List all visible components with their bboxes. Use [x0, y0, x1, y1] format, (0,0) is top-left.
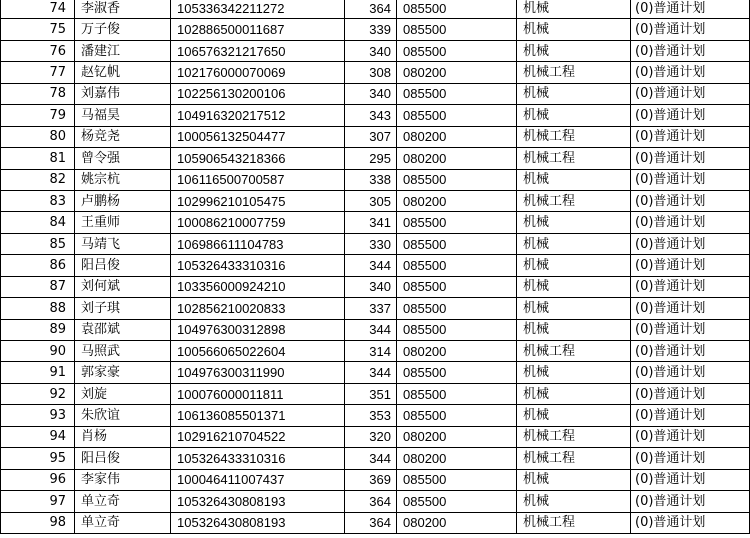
table-row	[1, 83, 750, 104]
row-number: 83	[1, 190, 75, 211]
major-name: 机械工程	[517, 148, 631, 169]
row-number: 76	[1, 40, 75, 61]
plan-type: (0)普通计划	[631, 276, 750, 297]
major-code: 085500	[397, 0, 517, 19]
plan-type: (0)普通计划	[631, 319, 750, 340]
row-number: 79	[1, 105, 75, 126]
plan-type: (0)普通计划	[631, 190, 750, 211]
plan-type: (0)普通计划	[631, 405, 750, 426]
table-row	[1, 276, 750, 297]
candidate-name: 杨竞尧	[75, 126, 171, 147]
total-score: 340	[345, 40, 397, 61]
row-number: 84	[1, 212, 75, 233]
major-code: 085500	[397, 19, 517, 40]
exam-id: 102916210704522	[171, 426, 345, 447]
table-row	[1, 469, 750, 490]
major-code: 085500	[397, 212, 517, 233]
table-body	[1, 0, 750, 533]
major-code: 080200	[397, 512, 517, 533]
exam-id: 100076000011811	[171, 383, 345, 404]
major-name: 机械	[517, 255, 631, 276]
major-code: 085500	[397, 40, 517, 61]
candidate-name: 朱欣谊	[75, 405, 171, 426]
major-code: 085500	[397, 105, 517, 126]
table-row	[1, 62, 750, 83]
table-row	[1, 190, 750, 211]
major-name: 机械	[517, 276, 631, 297]
row-number: 97	[1, 491, 75, 512]
major-name: 机械	[517, 19, 631, 40]
candidate-name: 马照武	[75, 341, 171, 362]
table-row	[1, 426, 750, 447]
exam-id: 105906543218366	[171, 148, 345, 169]
major-name: 机械	[517, 362, 631, 383]
exam-id: 106136085501371	[171, 405, 345, 426]
row-number: 82	[1, 169, 75, 190]
plan-type: (0)普通计划	[631, 298, 750, 319]
candidate-name: 郭家豪	[75, 362, 171, 383]
plan-type: (0)普通计划	[631, 255, 750, 276]
exam-id: 102886500011687	[171, 19, 345, 40]
row-number: 91	[1, 362, 75, 383]
row-number: 93	[1, 405, 75, 426]
major-name: 机械工程	[517, 426, 631, 447]
candidate-name: 王重师	[75, 212, 171, 233]
table-row	[1, 405, 750, 426]
major-name: 机械工程	[517, 190, 631, 211]
plan-type: (0)普通计划	[631, 19, 750, 40]
exam-id: 100566065022604	[171, 341, 345, 362]
total-score: 340	[345, 276, 397, 297]
plan-type: (0)普通计划	[631, 148, 750, 169]
table-row	[1, 169, 750, 190]
total-score: 344	[345, 362, 397, 383]
table-row	[1, 255, 750, 276]
total-score: 320	[345, 426, 397, 447]
plan-type: (0)普通计划	[631, 383, 750, 404]
major-name: 机械工程	[517, 126, 631, 147]
candidate-name: 李家伟	[75, 469, 171, 490]
plan-type: (0)普通计划	[631, 491, 750, 512]
exam-id: 100046411007437	[171, 469, 345, 490]
total-score: 340	[345, 83, 397, 104]
exam-id: 105326430808193	[171, 491, 345, 512]
major-code: 085500	[397, 319, 517, 340]
row-number: 75	[1, 19, 75, 40]
candidate-name: 马靖飞	[75, 233, 171, 254]
major-code: 085500	[397, 255, 517, 276]
total-score: 344	[345, 255, 397, 276]
exam-id: 105326430808193	[171, 512, 345, 533]
plan-type: (0)普通计划	[631, 233, 750, 254]
row-number: 88	[1, 298, 75, 319]
total-score: 308	[345, 62, 397, 83]
major-name: 机械	[517, 212, 631, 233]
table-row	[1, 448, 750, 469]
candidate-name: 刘何斌	[75, 276, 171, 297]
row-number: 89	[1, 319, 75, 340]
major-name: 机械工程	[517, 512, 631, 533]
major-code: 085500	[397, 169, 517, 190]
exam-id: 100086210007759	[171, 212, 345, 233]
total-score: 307	[345, 126, 397, 147]
candidate-name: 姚宗杭	[75, 169, 171, 190]
major-name: 机械	[517, 40, 631, 61]
candidate-name: 袁邵斌	[75, 319, 171, 340]
table-row	[1, 148, 750, 169]
total-score: 364	[345, 512, 397, 533]
plan-type: (0)普通计划	[631, 212, 750, 233]
table-row	[1, 383, 750, 404]
candidate-name: 马福昊	[75, 105, 171, 126]
plan-type: (0)普通计划	[631, 83, 750, 104]
candidate-name: 李淑香	[75, 0, 171, 19]
candidate-name: 万子俊	[75, 19, 171, 40]
total-score: 305	[345, 190, 397, 211]
major-code: 080200	[397, 190, 517, 211]
total-score: 351	[345, 383, 397, 404]
major-code: 085500	[397, 298, 517, 319]
exam-id: 102996210105475	[171, 190, 345, 211]
major-code: 080200	[397, 126, 517, 147]
major-code: 085500	[397, 405, 517, 426]
exam-id: 102856210020833	[171, 298, 345, 319]
candidate-name: 卢鹏杨	[75, 190, 171, 211]
row-number: 78	[1, 83, 75, 104]
major-name: 机械	[517, 169, 631, 190]
row-number: 94	[1, 426, 75, 447]
plan-type: (0)普通计划	[631, 62, 750, 83]
plan-type: (0)普通计划	[631, 40, 750, 61]
table-row	[1, 212, 750, 233]
exam-id: 102256130200106	[171, 83, 345, 104]
total-score: 344	[345, 448, 397, 469]
major-name: 机械	[517, 233, 631, 254]
total-score: 341	[345, 212, 397, 233]
table-row	[1, 341, 750, 362]
major-code: 085500	[397, 233, 517, 254]
major-code: 085500	[397, 383, 517, 404]
row-number: 87	[1, 276, 75, 297]
exam-id: 104916320217512	[171, 105, 345, 126]
table-row	[1, 105, 750, 126]
total-score: 343	[345, 105, 397, 126]
candidate-name: 潘建江	[75, 40, 171, 61]
major-name: 机械	[517, 383, 631, 404]
plan-type: (0)普通计划	[631, 469, 750, 490]
exam-id: 104976300312898	[171, 319, 345, 340]
exam-id: 105326433310316	[171, 255, 345, 276]
row-number: 96	[1, 469, 75, 490]
major-code: 085500	[397, 276, 517, 297]
major-code: 080200	[397, 148, 517, 169]
major-code: 080200	[397, 448, 517, 469]
exam-id: 106986611104783	[171, 233, 345, 254]
major-name: 机械	[517, 319, 631, 340]
plan-type: (0)普通计划	[631, 448, 750, 469]
plan-type: (0)普通计划	[631, 426, 750, 447]
row-number: 86	[1, 255, 75, 276]
candidate-name: 赵钇帆	[75, 62, 171, 83]
exam-id: 105326433310316	[171, 448, 345, 469]
total-score: 339	[345, 19, 397, 40]
plan-type: (0)普通计划	[631, 362, 750, 383]
row-number: 98	[1, 512, 75, 533]
table-row	[1, 40, 750, 61]
candidate-name: 肖杨	[75, 426, 171, 447]
total-score: 337	[345, 298, 397, 319]
candidate-name: 单立奇	[75, 491, 171, 512]
candidate-name: 阳吕俊	[75, 448, 171, 469]
major-name: 机械	[517, 83, 631, 104]
table-row	[1, 491, 750, 512]
major-name: 机械	[517, 469, 631, 490]
major-code: 085500	[397, 491, 517, 512]
plan-type: (0)普通计划	[631, 105, 750, 126]
candidate-name: 刘旋	[75, 383, 171, 404]
major-code: 085500	[397, 83, 517, 104]
table-row	[1, 298, 750, 319]
major-name: 机械工程	[517, 341, 631, 362]
plan-type: (0)普通计划	[631, 341, 750, 362]
major-name: 机械	[517, 298, 631, 319]
major-code: 080200	[397, 62, 517, 83]
table-row	[1, 233, 750, 254]
major-code: 085500	[397, 362, 517, 383]
total-score: 295	[345, 148, 397, 169]
plan-type: (0)普通计划	[631, 169, 750, 190]
candidate-name: 单立奇	[75, 512, 171, 533]
major-code: 080200	[397, 341, 517, 362]
row-number: 77	[1, 62, 75, 83]
table-row	[1, 362, 750, 383]
plan-type: (0)普通计划	[631, 512, 750, 533]
exam-id: 100056132504477	[171, 126, 345, 147]
row-number: 74	[1, 0, 75, 19]
major-name: 机械	[517, 105, 631, 126]
total-score: 314	[345, 341, 397, 362]
row-number: 92	[1, 383, 75, 404]
exam-id: 104976300311990	[171, 362, 345, 383]
table-row	[1, 319, 750, 340]
table-row	[1, 0, 750, 19]
total-score: 369	[345, 469, 397, 490]
exam-id: 105336342211272	[171, 0, 345, 19]
exam-id: 106576321217650	[171, 40, 345, 61]
total-score: 338	[345, 169, 397, 190]
total-score: 353	[345, 405, 397, 426]
row-number: 85	[1, 233, 75, 254]
candidate-name: 刘嘉伟	[75, 83, 171, 104]
plan-type: (0)普通计划	[631, 126, 750, 147]
total-score: 364	[345, 491, 397, 512]
major-name: 机械工程	[517, 62, 631, 83]
row-number: 90	[1, 341, 75, 362]
major-name: 机械工程	[517, 448, 631, 469]
exam-id: 106116500700587	[171, 169, 345, 190]
plan-type: (0)普通计划	[631, 0, 750, 19]
table-row	[1, 19, 750, 40]
row-number: 80	[1, 126, 75, 147]
row-number: 95	[1, 448, 75, 469]
table-row	[1, 512, 750, 533]
candidate-name: 阳吕俊	[75, 255, 171, 276]
major-code: 080200	[397, 426, 517, 447]
major-code: 085500	[397, 469, 517, 490]
major-name: 机械	[517, 491, 631, 512]
major-name: 机械	[517, 405, 631, 426]
table-row	[1, 126, 750, 147]
exam-id: 102176000070069	[171, 62, 345, 83]
candidate-name: 曾令强	[75, 148, 171, 169]
major-name: 机械	[517, 0, 631, 19]
total-score: 364	[345, 0, 397, 19]
total-score: 330	[345, 233, 397, 254]
total-score: 344	[345, 319, 397, 340]
candidate-name: 刘子琪	[75, 298, 171, 319]
exam-id: 103356000924210	[171, 276, 345, 297]
row-number: 81	[1, 148, 75, 169]
